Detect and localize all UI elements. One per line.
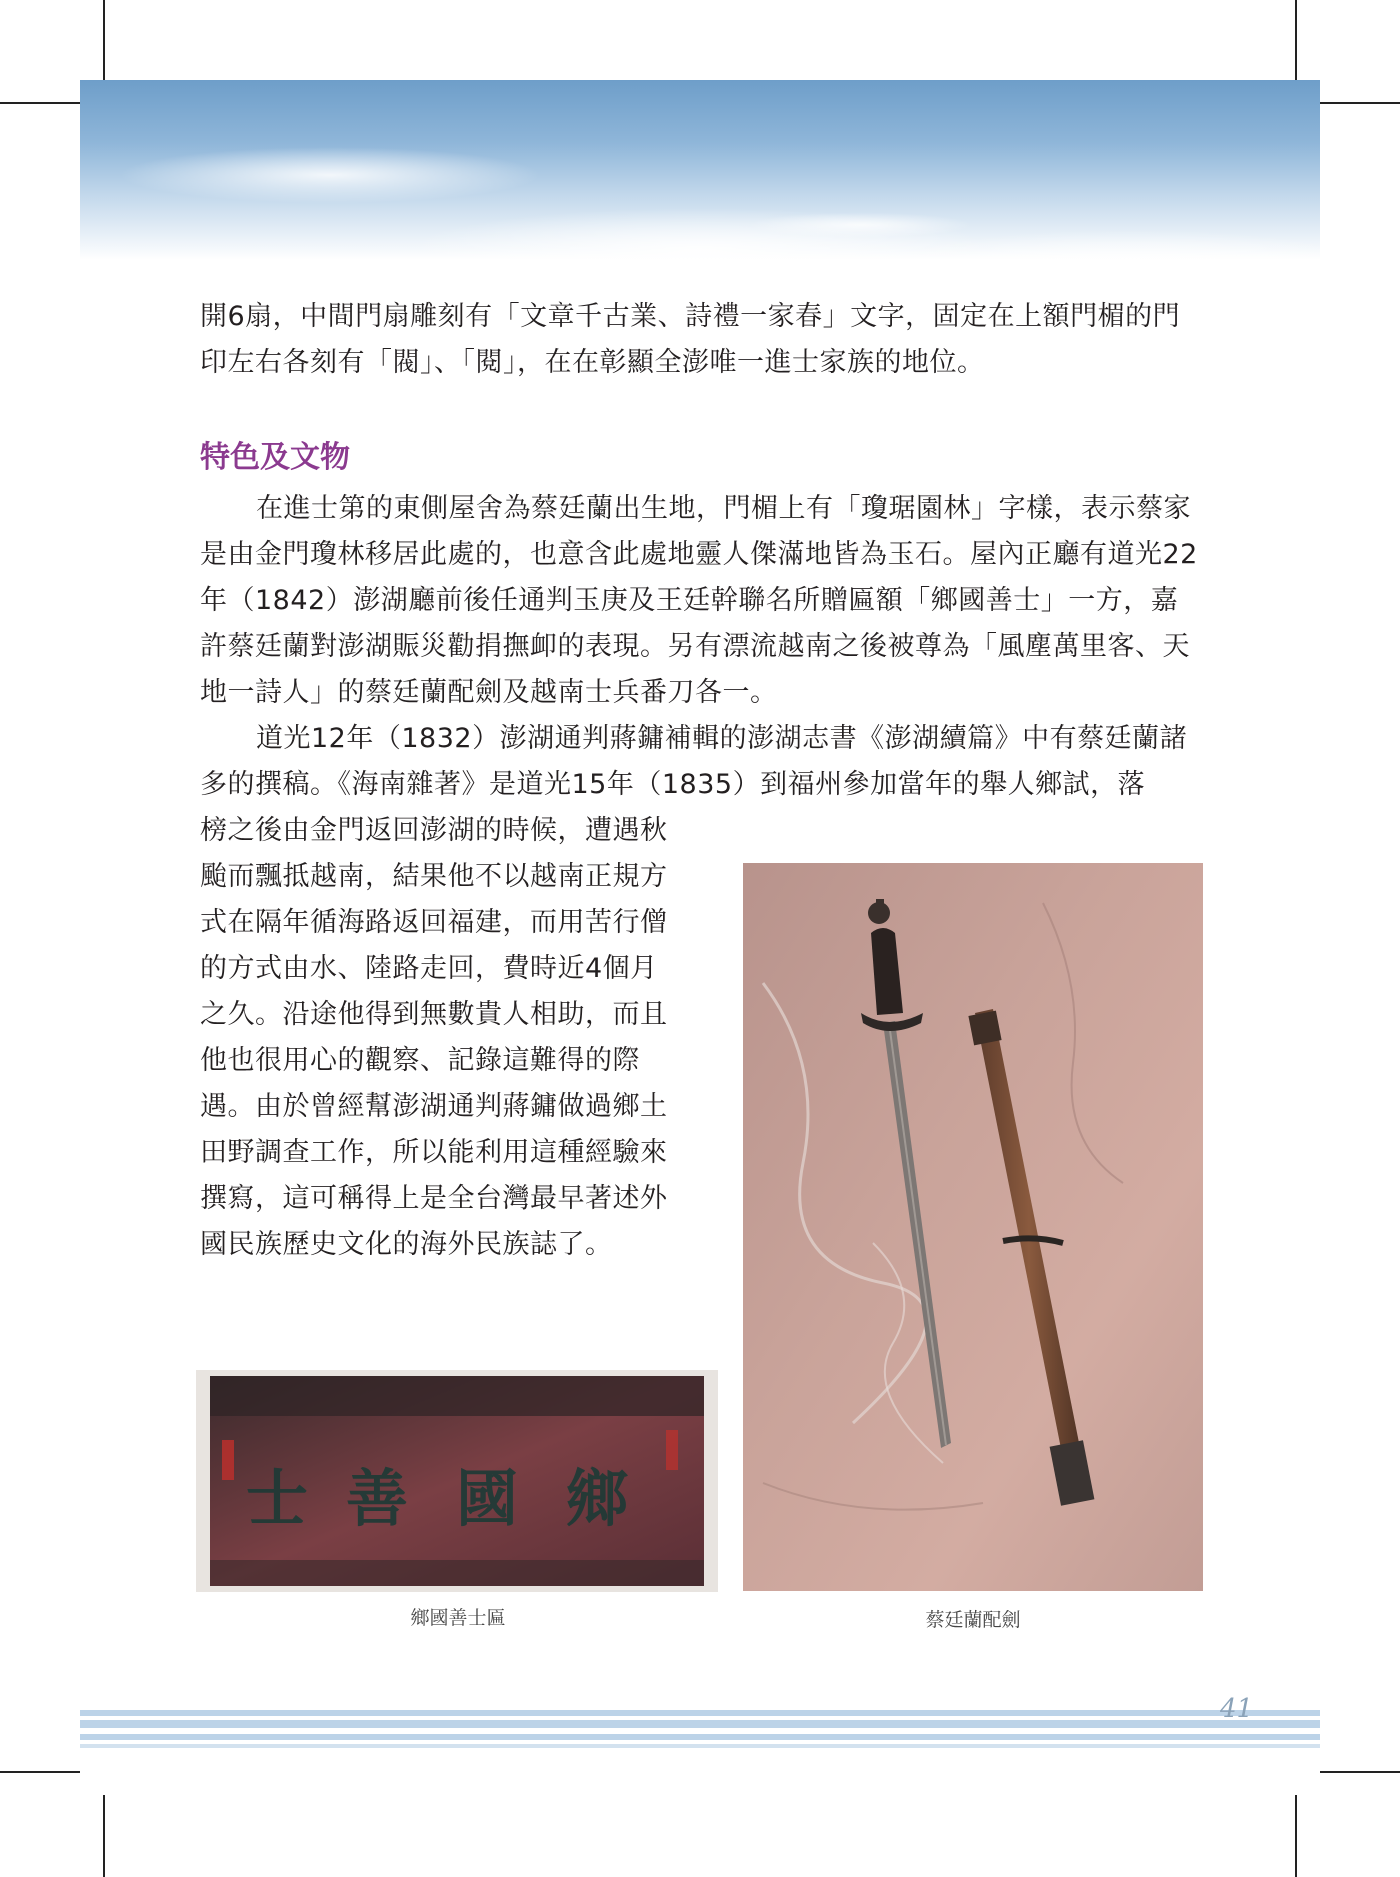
crop-mark — [103, 1795, 105, 1877]
page-number: 41 — [1220, 1694, 1254, 1724]
crop-mark — [0, 102, 80, 104]
footer-stripe — [80, 1744, 1320, 1748]
footer-stripe — [80, 1710, 1320, 1716]
footer-stripe — [80, 1734, 1320, 1740]
sword-caption: 蔡廷蘭配劍 — [925, 1609, 1021, 1631]
crop-mark — [1295, 1795, 1297, 1877]
paragraph-writings-continued: 榜之後由金門返回澎湖的時候，遭遇秋颱而飄抵越南，結果他不以越南正規方式在隔年循海路返回福建，而用苦行僧的方式由水、陸路走回，費時近4個月之久。沿途他得到無數貴人相助，而且他也很用心的觀察、記錄這難得的際遇。由於曾經幫澎湖通判蔣鏞做過鄉土田野調查工作，所以能利用這種經驗來撰寫，這可稱得上是全台灣最早著述外國民族歷史文化的海外民族誌了。 — [200, 815, 668, 1260]
plaque-char-4: 士 — [246, 1462, 309, 1535]
sword-photo — [743, 863, 1203, 1591]
crop-mark — [1320, 102, 1400, 104]
sword-illustration — [743, 863, 1203, 1591]
plaque-caption: 鄉國善士匾 — [410, 1607, 506, 1629]
paragraph-writings: 道光12年（1832）澎湖通判蔣鏞補輯的澎湖志書《澎湖續篇》中有蔡廷蘭諸多的撰稿。《海南雜著》是道光15年（1835）到福州參加當年的舉人鄉試，落 — [200, 723, 1188, 800]
plaque-char-1: 鄉 — [566, 1462, 629, 1535]
plaque-illustration — [196, 1370, 718, 1592]
paragraph-features: 在進士第的東側屋舍為蔡廷蘭出生地，門楣上有「瓊琚園林」字樣，表示蔡家是由金門瓊林移居此處的，也意含此處地靈人傑滿地皆為玉石。屋內正廳有道光22年（1842）澎湖廳前後任通判玉庚及王廷幹聯名所贈匾額「鄉國善士」一方，嘉許蔡廷蘭對澎湖賑災勸捐撫卹的表現。另有漂流越南之後被尊為「風塵萬里客、天地一詩人」的蔡廷蘭配劍及越南士兵番刀各一。 — [200, 493, 1198, 708]
footer-stripe — [80, 1720, 1320, 1728]
header-sky-banner — [80, 80, 1320, 260]
crop-mark — [1320, 1771, 1400, 1773]
plaque-char-3: 善 — [346, 1462, 409, 1535]
intro-paragraph: 開6扇，中間門扇雕刻有「文章千古業、詩禮一家春」文字，固定在上額門楣的門印左右各刻有「閥」、「閱」，在在彰顯全澎唯一進士家族的地位。 — [200, 301, 1181, 378]
crop-mark — [0, 1771, 80, 1773]
plaque-char-2: 國 — [456, 1462, 519, 1535]
section-heading: 特色及文物 — [200, 440, 350, 475]
plaque-photo — [196, 1370, 718, 1592]
